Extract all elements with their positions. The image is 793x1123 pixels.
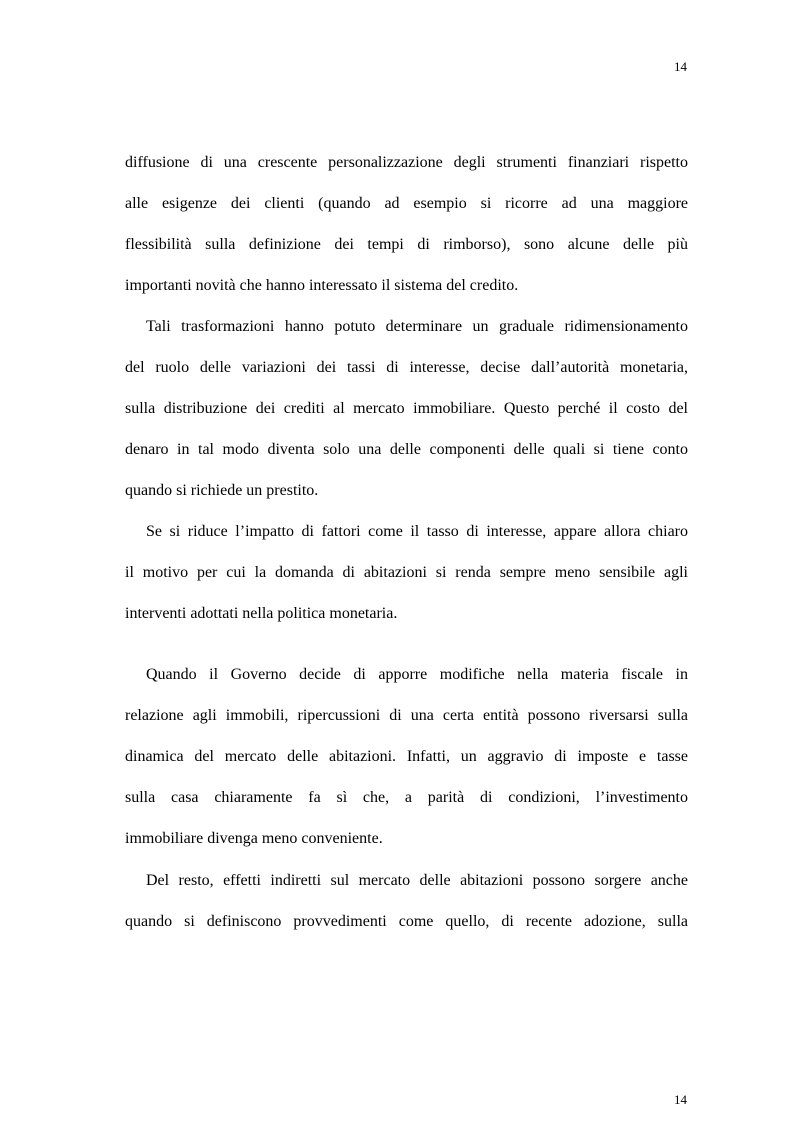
text-line: interventi adottati nella politica monetaria.: [125, 605, 398, 622]
text-line: alle esigenze dei clienti (quando ad esempio si ricorre ad una maggiore: [125, 195, 688, 212]
text-line: quando si definiscono provvedimenti come quello, di recente adozione, sulla: [125, 913, 688, 930]
text-line: importanti novità che hanno interessato il sistema del credito.: [125, 277, 519, 294]
text-line: Del resto, effetti indiretti sul mercato delle abitazioni possono sorgere anche: [146, 872, 688, 889]
text-line: sulla distribuzione dei crediti al mercato immobiliare. Questo perché il costo del: [125, 400, 688, 417]
text-line: sulla casa chiaramente fa sì che, a parità di condizioni, l’investimento: [125, 789, 688, 806]
text-line: relazione agli immobili, ripercussioni di una certa entità possono riversarsi sulla: [125, 707, 688, 724]
text-line: denaro in tal modo diventa solo una delle componenti delle quali si tiene conto: [125, 441, 688, 458]
text-line: immobiliare divenga meno conveniente.: [125, 830, 383, 847]
text-line: quando si richiede un prestito.: [125, 482, 319, 499]
page-number-bottom: 14: [674, 1092, 687, 1107]
text-line: Se si riduce l’impatto di fattori come il tasso di interesse, appare allora chiaro: [146, 523, 688, 540]
text-line: dinamica del mercato delle abitazioni. Infatti, un aggravio di imposte e tasse: [125, 748, 688, 765]
page-number-top: 14: [674, 59, 687, 74]
text-line: il motivo per cui la domanda di abitazioni si renda sempre meno sensibile agli: [125, 564, 688, 581]
text-line: del ruolo delle variazioni dei tassi di interesse, decise dall’autorità monetaria,: [125, 359, 688, 376]
text-line: flessibilità sulla definizione dei tempi di rimborso), sono alcune delle più: [125, 236, 688, 253]
text-line: Quando il Governo decide di apporre modifiche nella materia fiscale in: [146, 666, 688, 683]
text-line: Tali trasformazioni hanno potuto determinare un graduale ridimensionamento: [146, 318, 688, 335]
text-line: diffusione di una crescente personalizzazione degli strumenti finanziari rispetto: [125, 154, 688, 171]
